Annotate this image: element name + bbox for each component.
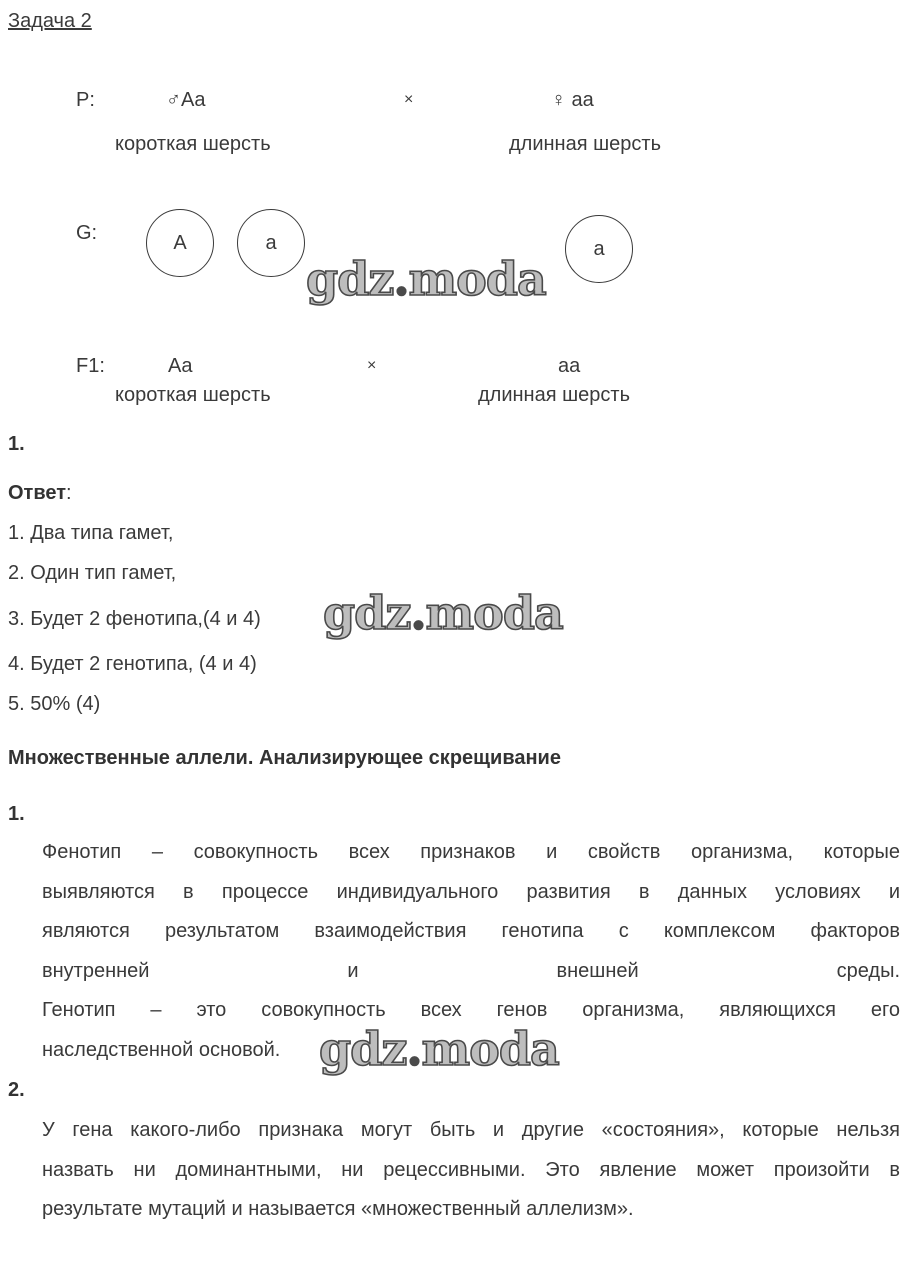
female-trait: длинная шерсть: [509, 133, 661, 155]
watermark-logo: gdz.moda: [319, 1022, 559, 1076]
question-number: 1.: [8, 433, 25, 455]
male-genotype: ♂Aa: [166, 89, 206, 111]
section-item-number: 1.: [8, 803, 25, 825]
gamete-label: A: [173, 231, 187, 254]
section-item-number: 2.: [8, 1079, 25, 1101]
answer-item: 2. Один тип гамет,: [8, 562, 177, 584]
male-trait: короткая шерсть: [115, 133, 271, 155]
f1-cross-sign: ×: [367, 357, 377, 374]
g-label: G:: [76, 222, 98, 244]
answer-item: 4. Будет 2 генотипа, (4 и 4): [8, 653, 257, 675]
paragraph-line: являются результатом взаимодействия генотипа с комплексом факторов: [42, 920, 900, 943]
paragraph-line: выявляются в процессе индивидуального развития в данных условиях и: [42, 880, 900, 903]
answer-label: Ответ: [8, 482, 67, 504]
cross-sign: ×: [404, 91, 414, 108]
gamete-circle: [237, 209, 305, 277]
paragraph-line: результате мутаций и называется «множественный аллелизм».: [42, 1198, 634, 1221]
watermark-logo: gdz.moda: [306, 252, 546, 306]
watermark-logo: gdz.moda: [323, 586, 563, 640]
task-title: Задача 2: [8, 10, 92, 32]
answer-colon: :: [66, 482, 72, 504]
answer-item: 1. Два типа гамет,: [8, 522, 174, 544]
gamete-circle: [565, 215, 633, 283]
definition-paragraph: [42, 833, 900, 1071]
paragraph-line: Генотип – это совокупность всех генов организма, являющихся его: [42, 999, 900, 1022]
f1-label: F1:: [76, 355, 105, 377]
answer-item: 3. Будет 2 фенотипа,(4 и 4): [8, 608, 261, 630]
f1-left-genotype: Aa: [168, 355, 193, 377]
answer-heading: [8, 482, 72, 505]
section-heading: Множественные аллели. Анализирующее скрещивание: [8, 747, 561, 769]
paragraph-line: назвать ни доминантными, ни рецессивными. Это явление может произойти в: [42, 1158, 900, 1181]
female-genotype: ♀ аа: [551, 89, 594, 111]
paragraph-line: Фенотип – совокупность всех признаков и свойств организма, которые: [42, 841, 900, 863]
f1-right-trait: длинная шерсть: [478, 384, 630, 406]
paragraph-line: внутренней и внешней среды.: [42, 959, 900, 982]
gamete-label: a: [593, 237, 605, 260]
gamete-circle: [146, 209, 214, 277]
f1-right-genotype: aa: [558, 355, 581, 377]
p-label: P:: [76, 89, 95, 111]
f1-left-trait: короткая шерсть: [115, 384, 271, 406]
answer-item: 5. 50% (4): [8, 693, 101, 715]
gamete-label: a: [265, 231, 277, 254]
paragraph-line: У гена какого-либо признака могут быть и другие «состояния», которые нельзя: [42, 1119, 900, 1141]
alleles-paragraph: [42, 1111, 900, 1230]
paragraph-line: наследственной основой.: [42, 1038, 281, 1061]
